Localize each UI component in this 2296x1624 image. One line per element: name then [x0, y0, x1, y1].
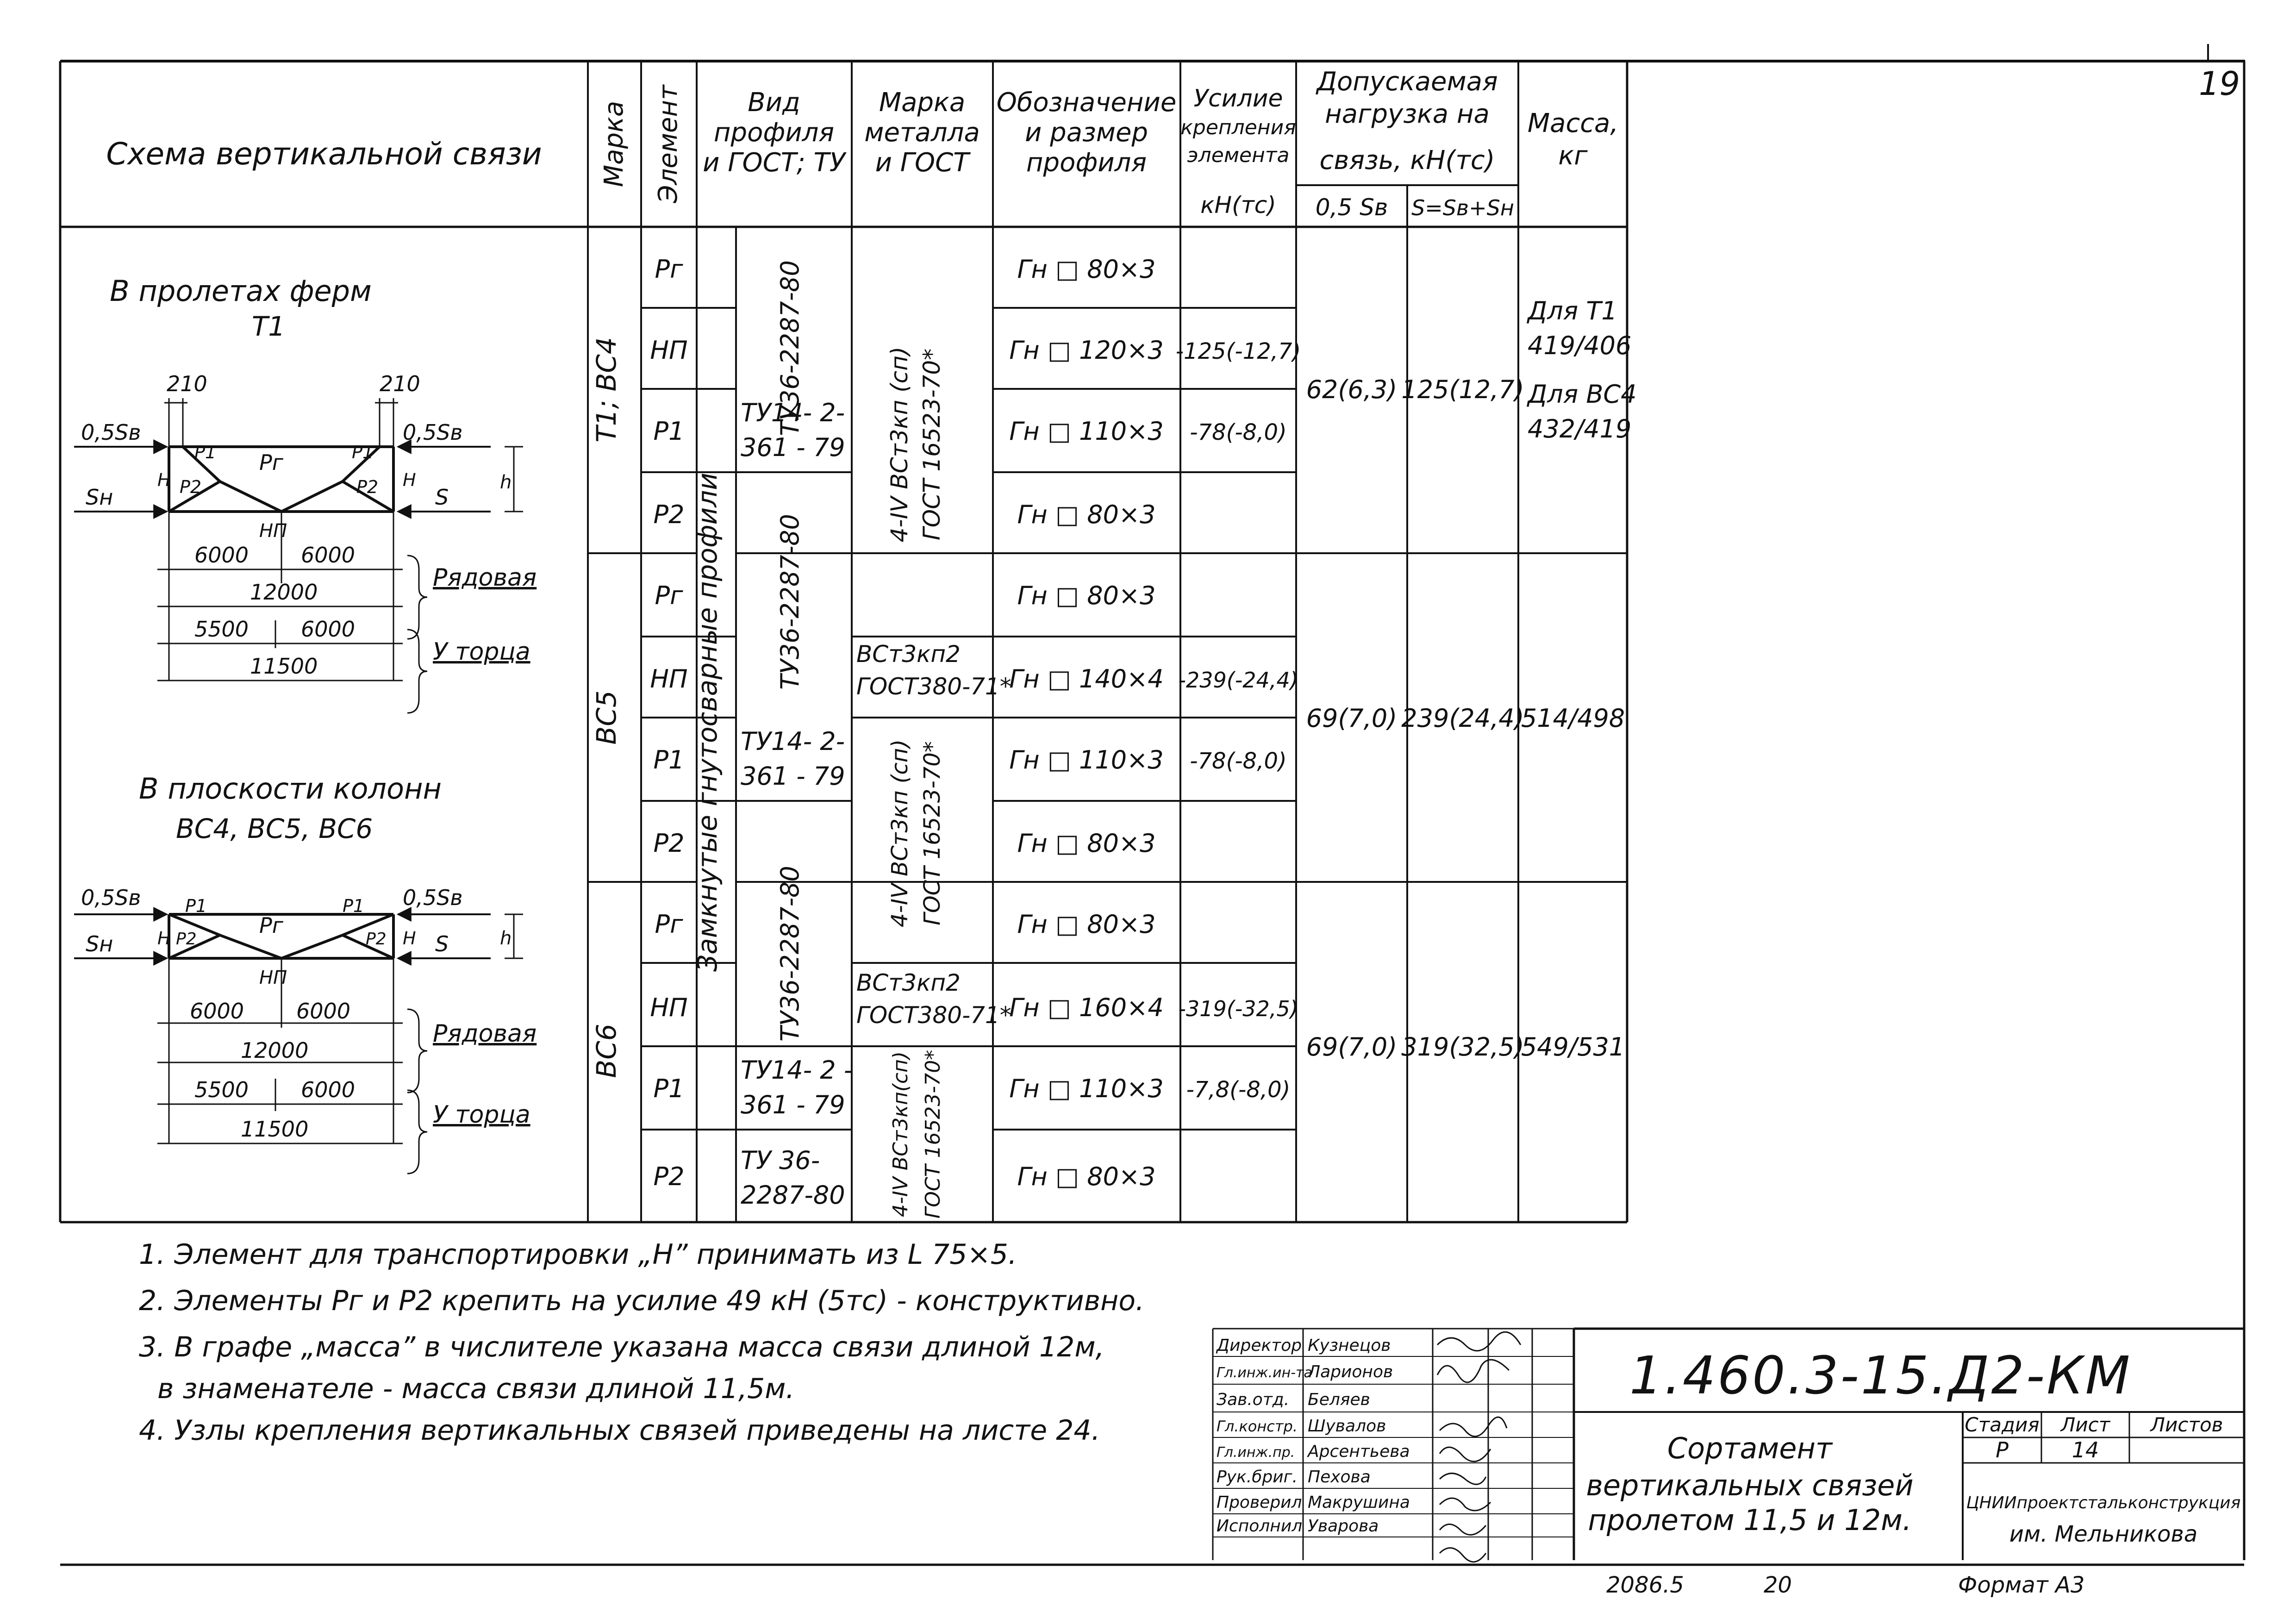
header-steel-2: металла: [864, 118, 980, 148]
load-half-cell: 69(7,0): [1306, 1032, 1398, 1062]
note-4: 4. Узлы крепления вертикальных связей приведены на листе 24.: [139, 1414, 1100, 1447]
element-cell: Р1: [653, 1074, 685, 1103]
group-t1-bc4: [591, 255, 1636, 542]
title-line-2: вертикальных связей: [1586, 1468, 1914, 1502]
designation-cell: Гн □ 110×3: [1009, 1074, 1164, 1103]
element-cell: НП: [650, 336, 688, 365]
dim-12000: 12000: [250, 580, 318, 605]
p2-right: Р2: [356, 477, 379, 497]
dim-6000-end: 6000: [301, 617, 356, 642]
np-label: НП: [259, 520, 287, 542]
dim-5500: 5500: [194, 1077, 249, 1102]
scheme-columns: [74, 772, 537, 1174]
title-line-3: пролетом 11,5 и 12м.: [1588, 1503, 1912, 1537]
name-checked: Макрушина: [1308, 1493, 1410, 1512]
s-n-label: Sн: [86, 931, 113, 956]
h-upper-left: H: [157, 928, 171, 949]
scheme-columns-title: В плоскости колонн: [139, 772, 442, 806]
force-cell: -7,8(-8,0): [1186, 1077, 1291, 1103]
load-half-cell: 69(7,0): [1306, 704, 1398, 733]
element-cell: Р1: [653, 417, 685, 446]
name-chief-project-engineer: Арсентьева: [1308, 1442, 1410, 1461]
steel-grade-2: ГОСТ 16523-70*: [919, 741, 945, 925]
name-performed: Уварова: [1308, 1517, 1379, 1536]
p2-right: Р2: [366, 930, 387, 949]
p2-left: Р2: [180, 477, 202, 497]
role-chief-project-engineer: Гл.инж.пр.: [1217, 1444, 1295, 1461]
force-cell: -78(-8,0): [1190, 419, 1287, 445]
steel-grade-1: 4-IV ВСт3кп (сп): [887, 739, 913, 927]
mark-bc6: ВС6: [591, 1024, 622, 1078]
group-bc5: [591, 514, 1625, 927]
scheme-columns-subtitle: ВС4, ВС5, ВС6: [176, 813, 373, 844]
element-cell: Р2: [653, 829, 685, 858]
footer-num: 20: [1764, 1572, 1792, 1598]
tu36-label-2: 2287-80: [741, 1181, 845, 1210]
s-label: S: [435, 485, 449, 510]
tu36-label: ТУ36-2287-80: [775, 866, 805, 1042]
scheme-truss: [74, 274, 537, 713]
label-end: У торца: [433, 638, 530, 666]
header-steel-1: Марка: [879, 87, 966, 118]
role-performed: Исполнил: [1217, 1517, 1303, 1536]
notes: [139, 1238, 1144, 1447]
header-designation-1: Обозначение: [996, 87, 1177, 118]
designation-cell: Гн □ 80×3: [1017, 500, 1156, 529]
name-head-dept: Беляев: [1308, 1390, 1370, 1409]
header-designation-3: профиля: [1026, 148, 1147, 178]
h-upper-right: H: [403, 470, 416, 490]
title-line-1: Сортамент: [1667, 1431, 1833, 1465]
dim-11500: 11500: [241, 1117, 309, 1142]
h-lower-label: h: [500, 472, 512, 493]
tu14-label-1: ТУ14- 2-: [741, 727, 845, 756]
stage-value: Р: [1996, 1437, 2009, 1462]
header-designation-2: и размер: [1024, 118, 1148, 148]
tu14-label-1: ТУ14- 2-: [741, 398, 845, 427]
mass-value-t1: 419/406: [1528, 331, 1632, 360]
h-upper-left: H: [157, 470, 171, 490]
header-mark: Марка: [599, 100, 629, 187]
element-cell: Р2: [653, 500, 685, 529]
element-cell: Рг: [655, 910, 683, 939]
name-chief-designer: Шувалов: [1308, 1417, 1386, 1436]
header-profile-3: и ГОСТ; ТУ: [703, 148, 845, 178]
steel-grade-2: ГОСТ 16523-70*: [918, 348, 945, 541]
designation-cell: Гн □ 80×3: [1017, 910, 1156, 939]
role-head-dept: Зав.отд.: [1217, 1390, 1290, 1409]
element-cell: Р2: [653, 1162, 685, 1191]
header-load-2: нагрузка на: [1325, 99, 1490, 129]
sheets-header: Листов: [2150, 1413, 2223, 1436]
load-full-cell: 319(32,5): [1401, 1032, 1524, 1062]
load-half-left: 0,5Sв: [81, 885, 141, 910]
header-force-3: элемента: [1187, 144, 1290, 167]
mass-value-bc4: 432/419: [1528, 414, 1632, 443]
note-3-cont: в знаменателе - масса связи длиной 11,5м.: [157, 1373, 795, 1405]
steel-np-1: ВСт3кп2: [856, 641, 961, 668]
role-checked: Проверил: [1217, 1493, 1302, 1512]
header-force-2: крепления: [1180, 116, 1296, 139]
h-upper-right: H: [403, 928, 416, 949]
tu36-label: ТУ36-2287-80: [775, 260, 805, 436]
load-half-left: 0,5Sв: [81, 420, 141, 445]
dim-11500: 11500: [250, 654, 318, 679]
h-lower-label: h: [500, 928, 512, 949]
element-cell: Р1: [653, 745, 685, 775]
dim-6000-end: 6000: [301, 1077, 356, 1102]
tu14-label-2: 361 - 79: [741, 433, 845, 462]
steel-grade-1: 4-IV ВСт3кп(сп): [889, 1051, 912, 1218]
designation-cell: Гн □ 80×3: [1017, 1162, 1156, 1191]
sheet-number: 19: [2199, 65, 2240, 103]
designation-cell: Гн □ 80×3: [1017, 581, 1156, 610]
drawing-code: 1.460.3-15.Д2-КМ: [1629, 1346, 2132, 1406]
sheet-value: 14: [2071, 1437, 2099, 1462]
tu36-label: ТУ36-2287-80: [775, 514, 805, 690]
header-load-3: связь, кН(тс): [1319, 145, 1495, 175]
designation-cell: Гн □ 110×3: [1009, 417, 1164, 446]
p1-right: Р1: [352, 442, 374, 462]
role-director: Директор: [1217, 1336, 1302, 1355]
p2-left: Р2: [176, 930, 197, 949]
dim-6000-left: 6000: [194, 543, 249, 568]
pg-label: Рг: [259, 913, 283, 938]
dim-6000-right: 6000: [296, 999, 351, 1024]
scheme-truss-title: В пролетах ферм: [110, 274, 372, 308]
label-regular: Рядовая: [433, 564, 537, 592]
steel-np-1: ВСт3кп2: [856, 969, 961, 996]
footer: [1606, 1572, 2084, 1598]
mass-cell: 514/498: [1521, 704, 1625, 733]
header-force-4: кН(тс): [1200, 192, 1276, 219]
mass-label-t1: Для Т1: [1528, 296, 1617, 325]
organization-name: ЦНИИпроектстальконструкция: [1966, 1493, 2241, 1512]
organization-subtitle: им. Мельникова: [2009, 1521, 2198, 1547]
truss-labels: [81, 371, 537, 679]
header-profile-2: профиля: [713, 118, 835, 148]
label-end: У торца: [433, 1101, 530, 1129]
header-load-1: Допускаемая: [1316, 67, 1498, 97]
footer-inv: 2086.5: [1606, 1572, 1684, 1598]
profile-type-merged: Замкнутые гнутосварные профили: [692, 473, 723, 972]
signature-scribbles: [1437, 1332, 1521, 1562]
steel-np-2: ГОСТ380-71*: [856, 673, 1011, 700]
footer-format: Формат А3: [1958, 1572, 2085, 1598]
header-mass-1: Масса,: [1527, 108, 1619, 138]
tu36-label-1: ТУ 36-: [741, 1146, 820, 1175]
sheet-header: Лист: [2060, 1413, 2110, 1436]
tu14-label-2: 361 - 79: [741, 1090, 845, 1119]
np-label: НП: [259, 967, 287, 988]
table-header: [106, 67, 1618, 221]
tu14-label-1: ТУ14- 2 -: [741, 1056, 853, 1085]
dim-6000-right: 6000: [301, 543, 356, 568]
designation-cell: Гн □ 120×3: [1009, 336, 1164, 365]
mass-label-bc4: Для ВС4: [1528, 380, 1637, 409]
steel-grade-2: ГОСТ 16523-70*: [921, 1049, 945, 1219]
scheme-truss-subtitle: Т1: [251, 311, 286, 342]
name-director: Кузнецов: [1308, 1336, 1391, 1355]
header-scheme: Схема вертикальной связи: [106, 136, 542, 172]
force-cell: -125(-12,7): [1175, 338, 1301, 364]
dim-12000: 12000: [241, 1038, 309, 1063]
element-cell: Рг: [655, 255, 683, 284]
name-team-lead: Пехова: [1308, 1468, 1371, 1487]
load-half-right: 0,5Sв: [403, 420, 463, 445]
load-half-cell: 62(6,3): [1306, 375, 1398, 404]
s-label: S: [435, 931, 449, 956]
force-cell: -78(-8,0): [1190, 748, 1287, 774]
steel-np-2: ГОСТ380-71*: [856, 1002, 1011, 1029]
header-load-half: 0,5 Sв: [1315, 194, 1388, 221]
s-n-label: Sн: [86, 485, 113, 510]
label-regular: Рядовая: [433, 1020, 537, 1048]
group-bc6: [591, 866, 1625, 1218]
designation-cell: Гн □ 140×4: [1009, 664, 1164, 693]
element-cell: НП: [650, 993, 688, 1022]
p1-left: Р1: [185, 896, 207, 916]
header-steel-3: и ГОСТ: [875, 148, 969, 178]
load-full-cell: 125(12,7): [1401, 375, 1524, 404]
mass-cell: 549/531: [1521, 1032, 1625, 1062]
tu14-label-2: 361 - 79: [741, 762, 845, 791]
role-team-lead: Рук.бриг.: [1217, 1468, 1298, 1487]
pg-label: Рг: [259, 450, 283, 475]
designation-cell: Гн □ 80×3: [1017, 829, 1156, 858]
steel-grade-1: 4-IV ВСт3кп (сп): [886, 346, 913, 543]
role-chief-engineer: Гл.инж.ин-та: [1217, 1365, 1312, 1381]
load-full-cell: 239(24,4): [1401, 704, 1524, 733]
header-element: Элемент: [653, 85, 683, 203]
mark-bc5: ВС5: [591, 690, 622, 745]
header-profile-1: Вид: [748, 87, 800, 118]
note-2: 2. Элементы Рг и Р2 крепить на усилие 49 кН (5тс) - конструктивно.: [139, 1285, 1145, 1317]
note-1: 1. Элемент для транспортировки „Н” принимать из L 75×5.: [139, 1238, 1017, 1271]
role-chief-designer: Гл.констр.: [1217, 1418, 1298, 1435]
element-cell: Рг: [655, 581, 683, 610]
element-cell: НП: [650, 664, 688, 693]
stage-header: Стадия: [1965, 1413, 2040, 1436]
note-3: 3. В графе „масса” в числителе указана масса связи длиной 12м,: [139, 1331, 1104, 1363]
force-cell: -319(-32,5): [1178, 996, 1298, 1021]
force-cell: -239(-24,4): [1178, 668, 1298, 693]
header-load-full: S=Sв+Sн: [1411, 195, 1514, 220]
column-labels: [81, 885, 537, 1142]
dim-210-right: 210: [380, 371, 420, 396]
dim-5500: 5500: [194, 617, 249, 642]
dim-210-left: 210: [167, 371, 207, 396]
header-force-1: Усилие: [1193, 85, 1283, 112]
p1-right: Р1: [343, 896, 365, 916]
designation-cell: Гн □ 160×4: [1009, 993, 1164, 1022]
signature-table: [1216, 1336, 1410, 1536]
dim-6000-left: 6000: [190, 999, 244, 1024]
mark-t1-bc4: Т1; ВС4: [591, 337, 622, 443]
designation-cell: Гн □ 80×3: [1017, 255, 1156, 284]
name-chief-engineer: Ларионов: [1308, 1362, 1393, 1381]
designation-cell: Гн □ 110×3: [1009, 745, 1164, 775]
load-half-right: 0,5Sв: [403, 885, 463, 910]
header-mass-2: кг: [1558, 141, 1588, 171]
p1-left: Р1: [194, 442, 217, 462]
